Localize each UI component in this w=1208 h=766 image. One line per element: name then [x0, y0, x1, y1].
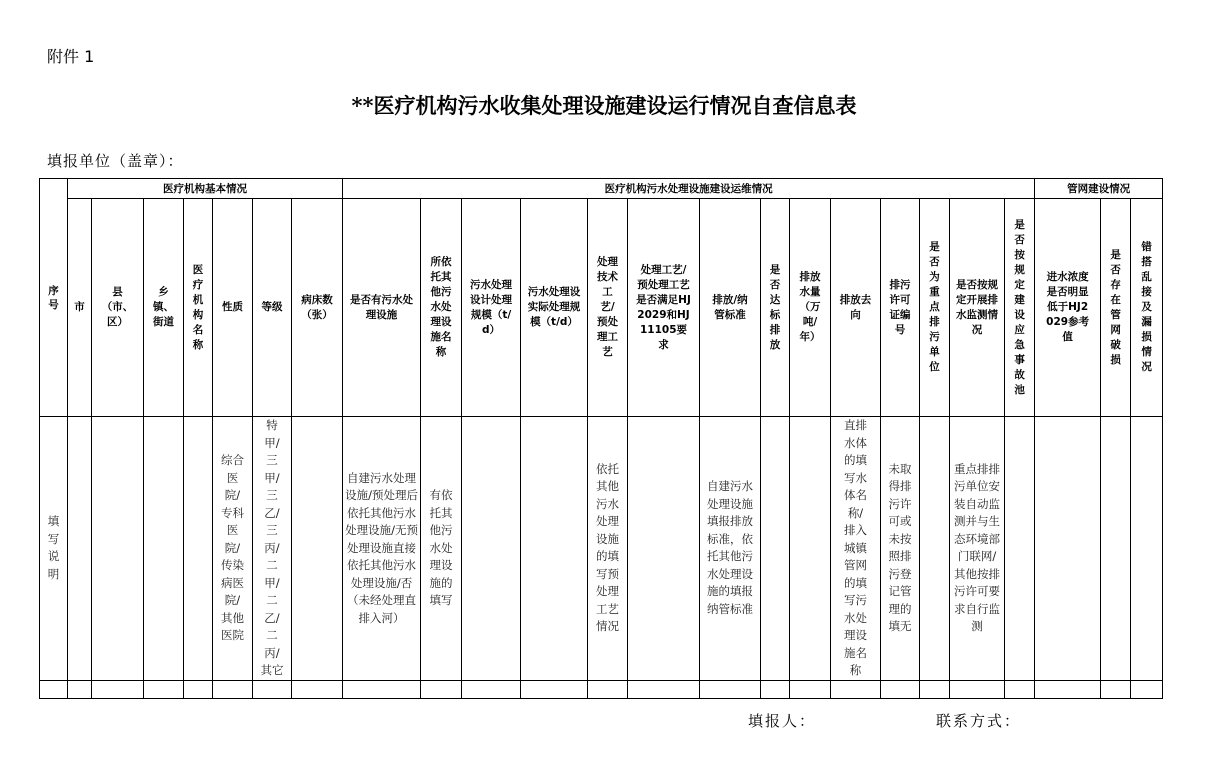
note-name[interactable]	[184, 417, 213, 681]
group-header-row	[40, 179, 1163, 199]
instructions-row	[40, 417, 1163, 681]
note-meets-standard[interactable]	[628, 417, 700, 681]
blank-cell[interactable]	[92, 680, 144, 698]
col-name: 医疗机构名称	[184, 199, 213, 417]
blank-cell[interactable]	[588, 680, 628, 698]
blank-cell[interactable]	[831, 680, 881, 698]
note-key-unit[interactable]	[920, 417, 950, 681]
blank-cell[interactable]	[700, 680, 761, 698]
col-key-unit: 是否为重点排污单位	[920, 199, 950, 417]
blank-cell[interactable]	[144, 680, 184, 698]
col-nature: 性质	[213, 199, 253, 417]
blank-cell[interactable]	[253, 680, 292, 698]
blank-cell[interactable]	[184, 680, 213, 698]
blank-cell[interactable]	[950, 680, 1005, 698]
col-city: 市	[68, 199, 92, 417]
col-grade: 等级	[253, 199, 292, 417]
col-discharge-standard: 排放/纳管标准	[700, 199, 761, 417]
blank-cell[interactable]	[343, 680, 421, 698]
col-county: 县（市、区）	[92, 199, 144, 417]
reporter-label: 填报人：	[748, 712, 817, 730]
col-compliant: 是否达标排放	[761, 199, 790, 417]
note-volume[interactable]	[790, 417, 831, 681]
group-pipe: 管网建设情况	[1035, 179, 1163, 199]
blank-cell[interactable]	[628, 680, 700, 698]
column-header-row	[40, 199, 1163, 417]
note-actual-scale[interactable]	[521, 417, 588, 681]
group-basic: 医疗机构基本情况	[68, 179, 343, 199]
col-pipe-damage: 是否存在管网破损	[1101, 199, 1131, 417]
blank-cell[interactable]	[1005, 680, 1035, 698]
reporting-unit-label: 填报单位（盖章）：	[47, 152, 184, 170]
col-influent-concentration: 进水浓度是否明显低于HJ2029参考值	[1035, 199, 1101, 417]
self-check-table	[39, 178, 1163, 699]
page-title: **医疗机构污水收集处理设施建设运行情况自查信息表	[351, 93, 857, 118]
note-town[interactable]	[144, 417, 184, 681]
note-monitoring: 重点排排污单位安装自动监测并与生态环境部门联网/其他按排污许可要求自行监测	[950, 417, 1005, 681]
blank-cell[interactable]	[881, 680, 920, 698]
blank-cell[interactable]	[1035, 680, 1101, 698]
blank-cell[interactable]	[1131, 680, 1163, 698]
blank-cell[interactable]	[213, 680, 253, 698]
note-influent-concentration[interactable]	[1035, 417, 1101, 681]
blank-cell[interactable]	[521, 680, 588, 698]
col-town: 乡镇、街道	[144, 199, 184, 417]
col-design-scale: 污水处理设计处理规模（t/d）	[462, 199, 521, 417]
note-compliant[interactable]	[761, 417, 790, 681]
contact-label: 联系方式：	[936, 712, 1022, 730]
col-meets-standard: 处理工艺/预处理工艺是否满足HJ2029和HJ11105要求	[628, 199, 700, 417]
note-has-facility: 自建污水处理设施/预处理后依托其他污水处理设施/无预处理设施直接依托其他污水处理设施/否（未经处理直排入河）	[343, 417, 421, 681]
col-dependent-facility-name: 所依托其他污水处理设施名称	[421, 199, 462, 417]
col-emergency-pool: 是否按规定建设应急事故池	[1005, 199, 1035, 417]
col-beds: 病床数（张）	[292, 199, 343, 417]
blank-cell[interactable]	[790, 680, 831, 698]
blank-cell[interactable]	[40, 680, 68, 698]
note-emergency-pool[interactable]	[1005, 417, 1035, 681]
note-beds[interactable]	[292, 417, 343, 681]
note-seq: 填写说明	[40, 417, 68, 681]
col-actual-scale: 污水处理设实际处理规模（t/d）	[521, 199, 588, 417]
note-dependent-facility-name: 有依托其他污水处理设施的填写	[421, 417, 462, 681]
col-has-facility: 是否有污水处理设施	[343, 199, 421, 417]
col-volume: 排放水量（万吨/年）	[790, 199, 831, 417]
note-misconnection[interactable]	[1131, 417, 1163, 681]
note-pipe-damage[interactable]	[1101, 417, 1131, 681]
col-permit: 排污许可证编号	[881, 199, 920, 417]
col-seq: 序号	[40, 179, 68, 417]
annex-label: 附件 1	[47, 47, 95, 66]
blank-row	[40, 680, 1163, 698]
note-design-scale[interactable]	[462, 417, 521, 681]
group-facility: 医疗机构污水处理设施建设运维情况	[343, 179, 1035, 199]
blank-cell[interactable]	[462, 680, 521, 698]
note-nature: 综合医院/专科医院/传染病医院/其他医院	[213, 417, 253, 681]
note-city[interactable]	[68, 417, 92, 681]
col-process: 处理技术工艺/预处理工艺	[588, 199, 628, 417]
blank-cell[interactable]	[1101, 680, 1131, 698]
blank-cell[interactable]	[68, 680, 92, 698]
note-discharge-standard: 自建污水处理设施填报排放标准，依托其他污水处理设施的填报纳管标准	[700, 417, 761, 681]
col-monitoring: 是否按规定开展排水监测情况	[950, 199, 1005, 417]
note-grade: 特甲/三甲/三乙/三丙/二甲/二乙/二丙/其它	[253, 417, 292, 681]
col-destination: 排放去向	[831, 199, 881, 417]
blank-cell[interactable]	[421, 680, 462, 698]
blank-cell[interactable]	[761, 680, 790, 698]
note-process: 依托其他污水处理设施的填写预处理工艺情况	[588, 417, 628, 681]
blank-cell[interactable]	[920, 680, 950, 698]
blank-cell[interactable]	[292, 680, 343, 698]
col-misconnection: 错搭乱接及漏损情况	[1131, 199, 1163, 417]
note-destination: 直排水体的填写水体名称/排入城镇管网的填写污水处理设施名称	[831, 417, 881, 681]
note-permit: 未取得排污许可或未按照排污登记管理的填无	[881, 417, 920, 681]
note-county[interactable]	[92, 417, 144, 681]
